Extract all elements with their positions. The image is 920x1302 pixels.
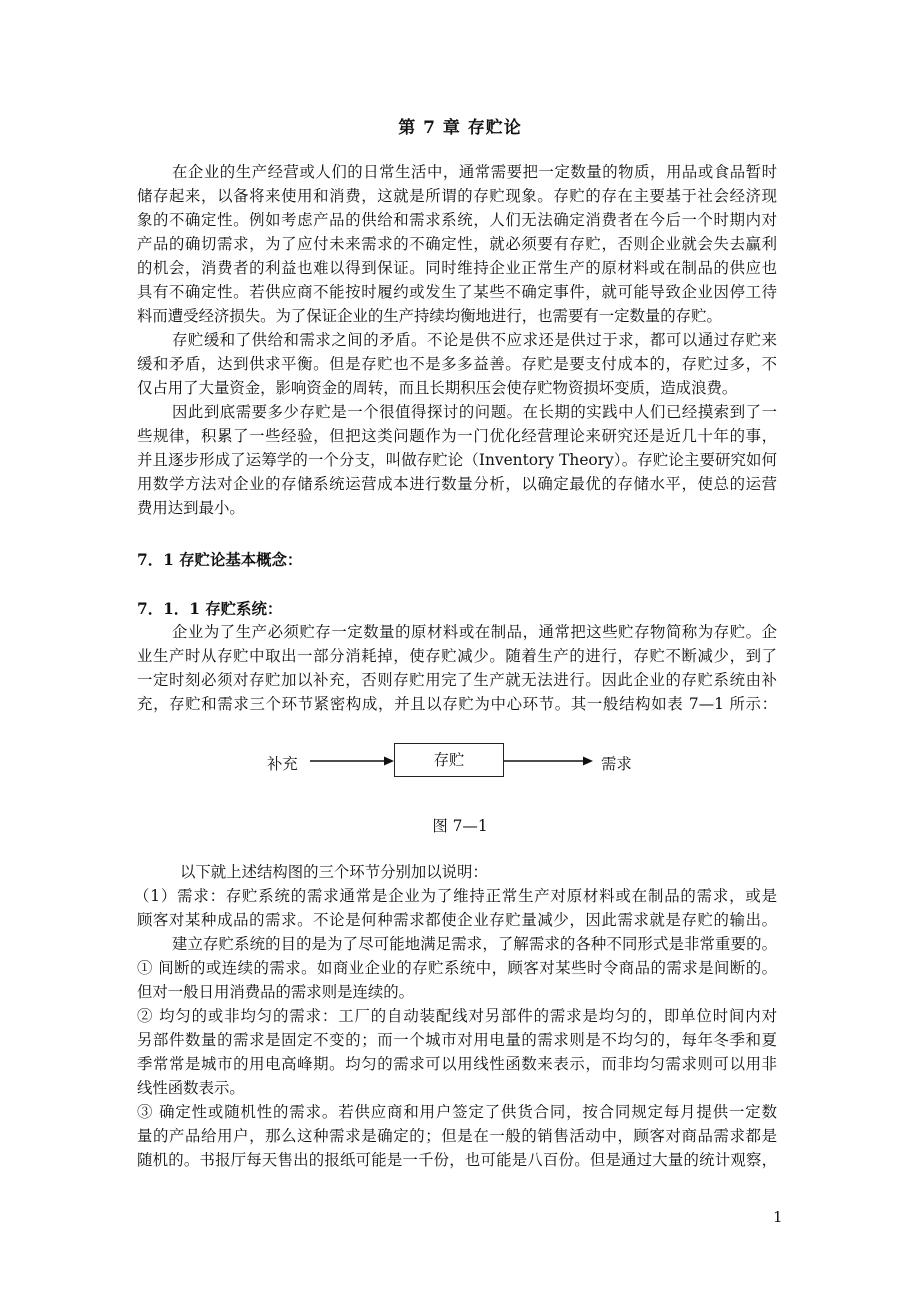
- list-item-line: 随机的。书报厅每天售出的报纸可能是一千份，也可能是八百份。但是通过大量的统计观察，: [137, 1151, 777, 1169]
- figure-caption: 图 7—1: [432, 817, 488, 835]
- list-item-line: ③ 确定性或随机性的需求。若供应商和用户签定了供货合同，按合同规定每月提供一定数: [137, 1103, 777, 1121]
- list-item-line: 另部件数量的需求是固定不变的；而一个城市对用电量的需求则是不均匀的，每年冬季和夏: [137, 1031, 777, 1049]
- paragraph-line: 产品的确切需求，为了应付未来需求的不确定性，就必须要有存贮，否则企业就会失去赢利: [137, 235, 777, 253]
- chapter-title: 第 7 章 存贮论: [398, 118, 522, 138]
- paragraph-line: 用数学方法对企业的存储系统运营成本进行数量分析，以确定最优的存储水平，使总的运营: [137, 475, 777, 493]
- section-heading-7-1-1: 7．1．1 存贮系统：: [137, 600, 283, 618]
- paragraph-line: 并且逐步形成了运筹学的一个分支，叫做存贮论（Inventory Theory）。存贮论主要研究如何: [137, 451, 777, 469]
- paragraph-line: 一定时刻必须对存贮加以补充，否则存贮用完了生产就无法进行。因此企业的存贮系统由补: [137, 671, 777, 689]
- paragraph-line: 企业为了生产必须贮存一定数量的原材料或在制品，通常把这些贮存物简称为存贮。企: [172, 623, 777, 641]
- input-arrow-head: [384, 757, 394, 766]
- paragraph-line: 存贮缓和了供给和需求之间的矛盾。不论是供不应求还是供过于求，都可以通过存贮来: [172, 331, 777, 349]
- paragraph-line: 业生产时从存贮中取出一部分消耗掉，使存贮减少。随着生产的进行，存贮不断减少，到了: [137, 647, 777, 665]
- paragraph-line: 在企业的生产经营或人们的日常生活中，通常需要把一定数量的物质，用品或食品暂时: [172, 163, 777, 181]
- paragraph-line: 顾客对某种成品的需求。不论是何种需求都使企业存贮量减少，因此需求就是存贮的输出。: [137, 911, 777, 929]
- paragraph-line: 缓和矛盾，达到供求平衡。但是存贮也不是多多益善。存贮是要支付成本的，存贮过多，不: [137, 355, 777, 373]
- list-item-line: 量的产品给用户，那么这种需求是确定的；但是在一般的销售活动中，顾客对商品需求都是: [137, 1127, 777, 1145]
- section-heading-7-1: 7．1 存贮论基本概念：: [137, 551, 303, 569]
- paragraph-line: 以下就上述结构图的三个环节分别加以说明：: [180, 863, 488, 881]
- paragraph-line: 料而遭受经济损失。为了保证企业的生产持续均衡地进行，也需要有一定数量的存贮。: [137, 307, 722, 325]
- paragraph-line: （1）需求：存贮系统的需求通常是企业为了维持正常生产对原材料或在制品的需求，或是: [134, 887, 777, 905]
- list-item-line: ② 均匀的或非均匀的需求：工厂的自动装配线对另部件的需求是均匀的，即单位时间内对: [137, 1007, 777, 1025]
- inventory-system-diagram: [260, 740, 660, 790]
- list-item-line: 线性函数表示。: [137, 1079, 245, 1097]
- paragraph-line: 些规律，积累了一些经验，但把这类问题作为一门优化经营理论来研究还是近几十年的事，: [137, 427, 777, 445]
- list-item-line: 季常常是城市的用电高峰期。均匀的需求可以用线性函数来表示，而非均匀需求则可以用非: [137, 1055, 777, 1073]
- paragraph-line: 的机会，消费者的利益也难以得到保证。同时维持企业正常生产的原材料或在制品的供应也: [137, 259, 777, 277]
- paragraph-line: 具有不确定性。若供应商不能按时履约或发生了某些不确定事件，就可能导致企业因停工待: [137, 283, 777, 301]
- page-number: 1: [773, 1208, 783, 1226]
- paragraph-line: 因此到底需要多少存贮是一个很值得探讨的问题。在长期的实践中人们已经摸索到了一: [172, 403, 777, 421]
- paragraph-line: 充，存贮和需求三个环节紧密构成，并且以存贮为中心环节。其一般结构如表 7—1 所示：: [137, 695, 777, 713]
- diagram-output-label: 需求: [601, 755, 632, 773]
- paragraph-line: 仅占用了大量资金，影响资金的周转，而且长期积压会使存贮物资损坏变质，造成浪费。: [137, 379, 738, 397]
- paragraph-line: 象的不确定性。例如考虑产品的供给和需求系统，人们无法确定消费者在今后一个时期内对: [137, 211, 777, 229]
- list-item-line: 但对一般日用消费品的需求则是连续的。: [137, 983, 415, 1001]
- output-arrow-head: [583, 757, 593, 766]
- paragraph-line: 建立存贮系统的目的是为了尽可能地满足需求，了解需求的各种不同形式是非常重要的。: [172, 935, 777, 953]
- diagram-input-label: 补充: [267, 755, 298, 773]
- paragraph-line: 储存起来，以备将来使用和消费，这就是所谓的存贮现象。存贮的存在主要基于社会经济现: [137, 187, 777, 205]
- list-item-line: ① 间断的或连续的需求。如商业企业的存贮系统中，顾客对某些时令商品的需求是间断的。: [137, 959, 777, 977]
- diagram-storage-box: 存贮: [394, 743, 504, 777]
- paragraph-line: 费用达到最小。: [137, 499, 245, 517]
